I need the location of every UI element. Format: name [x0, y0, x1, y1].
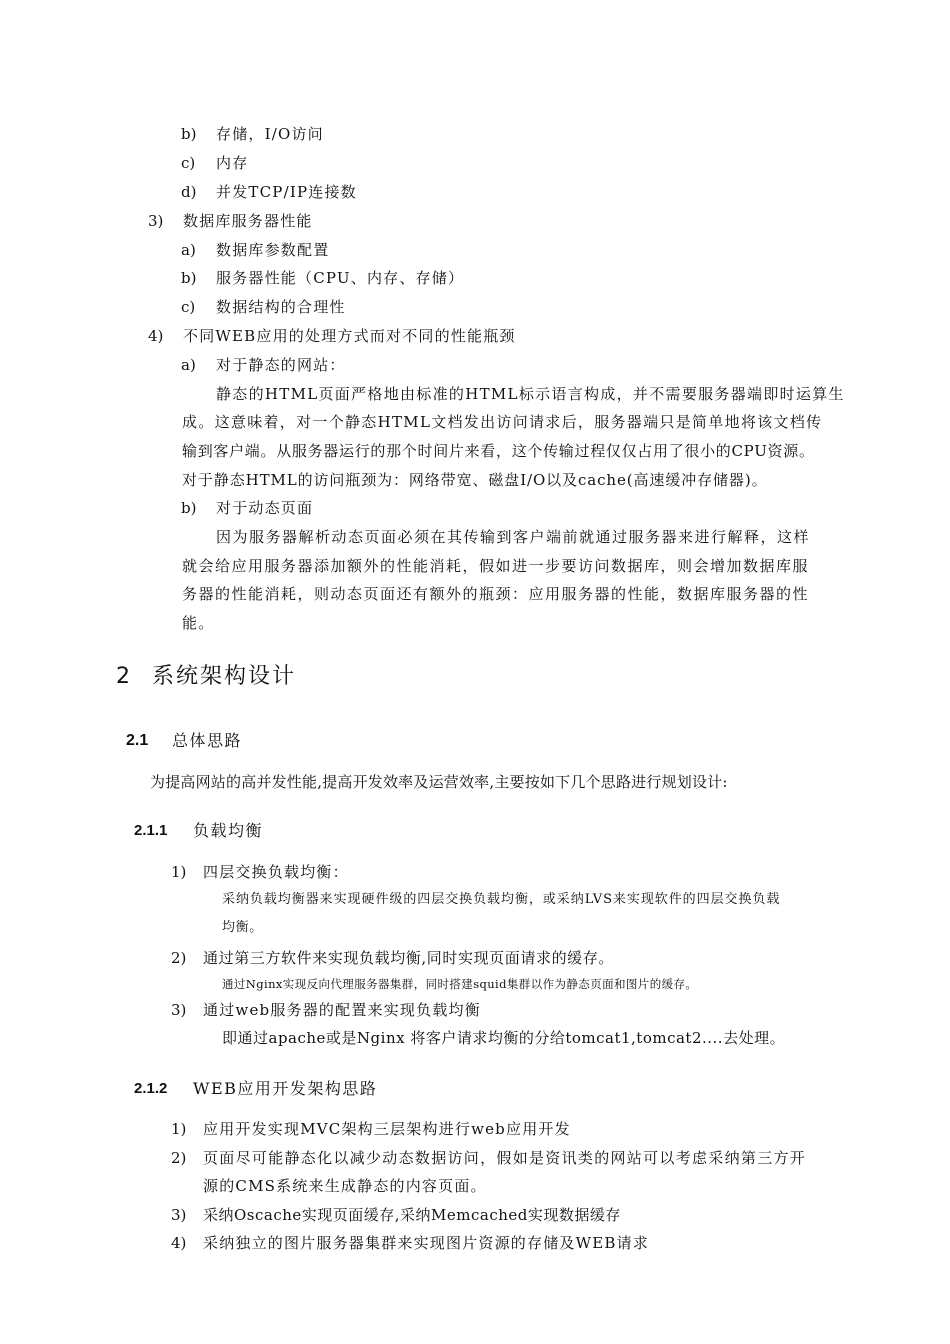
list-marker: c) — [181, 298, 196, 316]
paragraph-line: 务器的性能消耗，则动态页面还有额外的瓶颈：应用服务器的性能，数据库服务器的性 — [182, 585, 810, 603]
list-item: 页面尽可能静态化以减少动态数据访问，假如是资讯类的网站可以考虑采纳第三方开 — [203, 1149, 807, 1167]
list-item-continuation: 源的CMS系统来生成静态的内容页面。 — [203, 1177, 487, 1195]
list-item: 四层交换负载均衡： — [203, 863, 349, 881]
list-marker: 3) — [171, 1001, 187, 1019]
list-marker: 4) — [171, 1234, 187, 1252]
paragraph-line: 输到客户端。从服务器运行的那个时间片来看，这个传输过程仅仅占用了很小的CPU资源。 — [182, 442, 815, 460]
list-item: 通过web服务器的配置来实现负载均衡 — [203, 1001, 481, 1019]
subsubsection-number: 2.1.1 — [134, 822, 168, 839]
list-item: 采纳独立的图片服务器集群来实现图片资源的存储及WEB请求 — [203, 1234, 649, 1252]
section-number: 2 — [116, 664, 130, 689]
subsubsection-title: 负载均衡 — [193, 821, 264, 840]
list-item: 不同WEB应用的处理方式而对不同的性能瓶颈 — [183, 327, 516, 345]
subsection-title: 总体思路 — [172, 731, 243, 750]
list-marker: a) — [181, 356, 196, 374]
list-marker: 1) — [171, 1120, 187, 1138]
paragraph-line: 因为服务器解析动态页面必须在其传输到客户端前就通过服务器来进行解释，这样 — [216, 528, 811, 546]
paragraph-line: 对于静态HTML的访问瓶颈为：网络带宽、磁盘I/O以及cache(高速缓冲存储器)。 — [182, 471, 768, 489]
list-marker: 2) — [171, 949, 187, 967]
list-marker: 3) — [148, 212, 164, 230]
note-line: 均衡。 — [222, 920, 263, 935]
subsubsection-title: WEB应用开发架构思路 — [193, 1079, 378, 1098]
paragraph-line: 成。这意味着，对一个静态HTML文档发出访问请求后，服务器端只是简单地将该文档传 — [182, 413, 823, 431]
list-marker: b) — [181, 499, 197, 517]
list-item: 存储，I/O访问 — [216, 125, 324, 143]
list-marker: a) — [181, 241, 196, 259]
list-marker: 3) — [171, 1206, 187, 1224]
list-marker: 4) — [148, 327, 164, 345]
list-item: 服务器性能（CPU、内存、存储） — [216, 269, 465, 287]
list-marker: d) — [181, 183, 197, 201]
list-item: 通过第三方软件来实现负载均衡,同时实现页面请求的缓存。 — [203, 949, 614, 967]
section-title: 系统架构设计 — [152, 664, 297, 689]
subsection-number: 2.1 — [126, 732, 149, 749]
note-line: 采纳负载均衡器来实现硬件级的四层交换负载均衡，或采纳LVS来实现软件的四层交换负载 — [222, 892, 781, 907]
list-item: 对于静态的网站： — [216, 356, 346, 374]
list-item: 内存 — [216, 154, 249, 172]
note-line: 通过Nginx实现反向代理服务器集群，同时搭建squid集群以作为静态页面和图片的缓存。 — [222, 977, 698, 991]
subsubsection-number: 2.1.2 — [134, 1080, 168, 1097]
paragraph-line: 为提高网站的高并发性能,提高开发效率及运营效率,主要按如下几个思路进行规划设计: — [150, 773, 728, 791]
note-line: 即通过apache或是Nginx 将客户请求均衡的分给tomcat1,tomcat2....去处理。 — [222, 1029, 786, 1047]
paragraph-line: 能。 — [182, 614, 215, 632]
paragraph-line: 就会给应用服务器添加额外的性能消耗，假如进一步要访问数据库，则会增加数据库服 — [182, 557, 810, 575]
list-item: 对于动态页面 — [216, 499, 314, 517]
list-item: 数据库参数配置 — [216, 241, 330, 259]
list-marker: b) — [181, 269, 197, 287]
list-item: 数据结构的合理性 — [216, 298, 346, 316]
list-item: 采纳Oscache实现页面缓存,采纳Memcached实现数据缓存 — [203, 1206, 621, 1224]
list-item: 应用开发实现MVC架构三层架构进行web应用开发 — [203, 1120, 571, 1138]
list-marker: 1) — [171, 863, 187, 881]
list-item: 数据库服务器性能 — [183, 212, 313, 230]
list-marker: b) — [181, 125, 197, 143]
list-marker: 2) — [171, 1149, 187, 1167]
list-item: 并发TCP/IP连接数 — [216, 183, 357, 201]
paragraph-line: 静态的HTML页面严格地由标准的HTML标示语言构成，并不需要服务器端即时运算生 — [216, 385, 845, 403]
list-marker: c) — [181, 154, 196, 172]
